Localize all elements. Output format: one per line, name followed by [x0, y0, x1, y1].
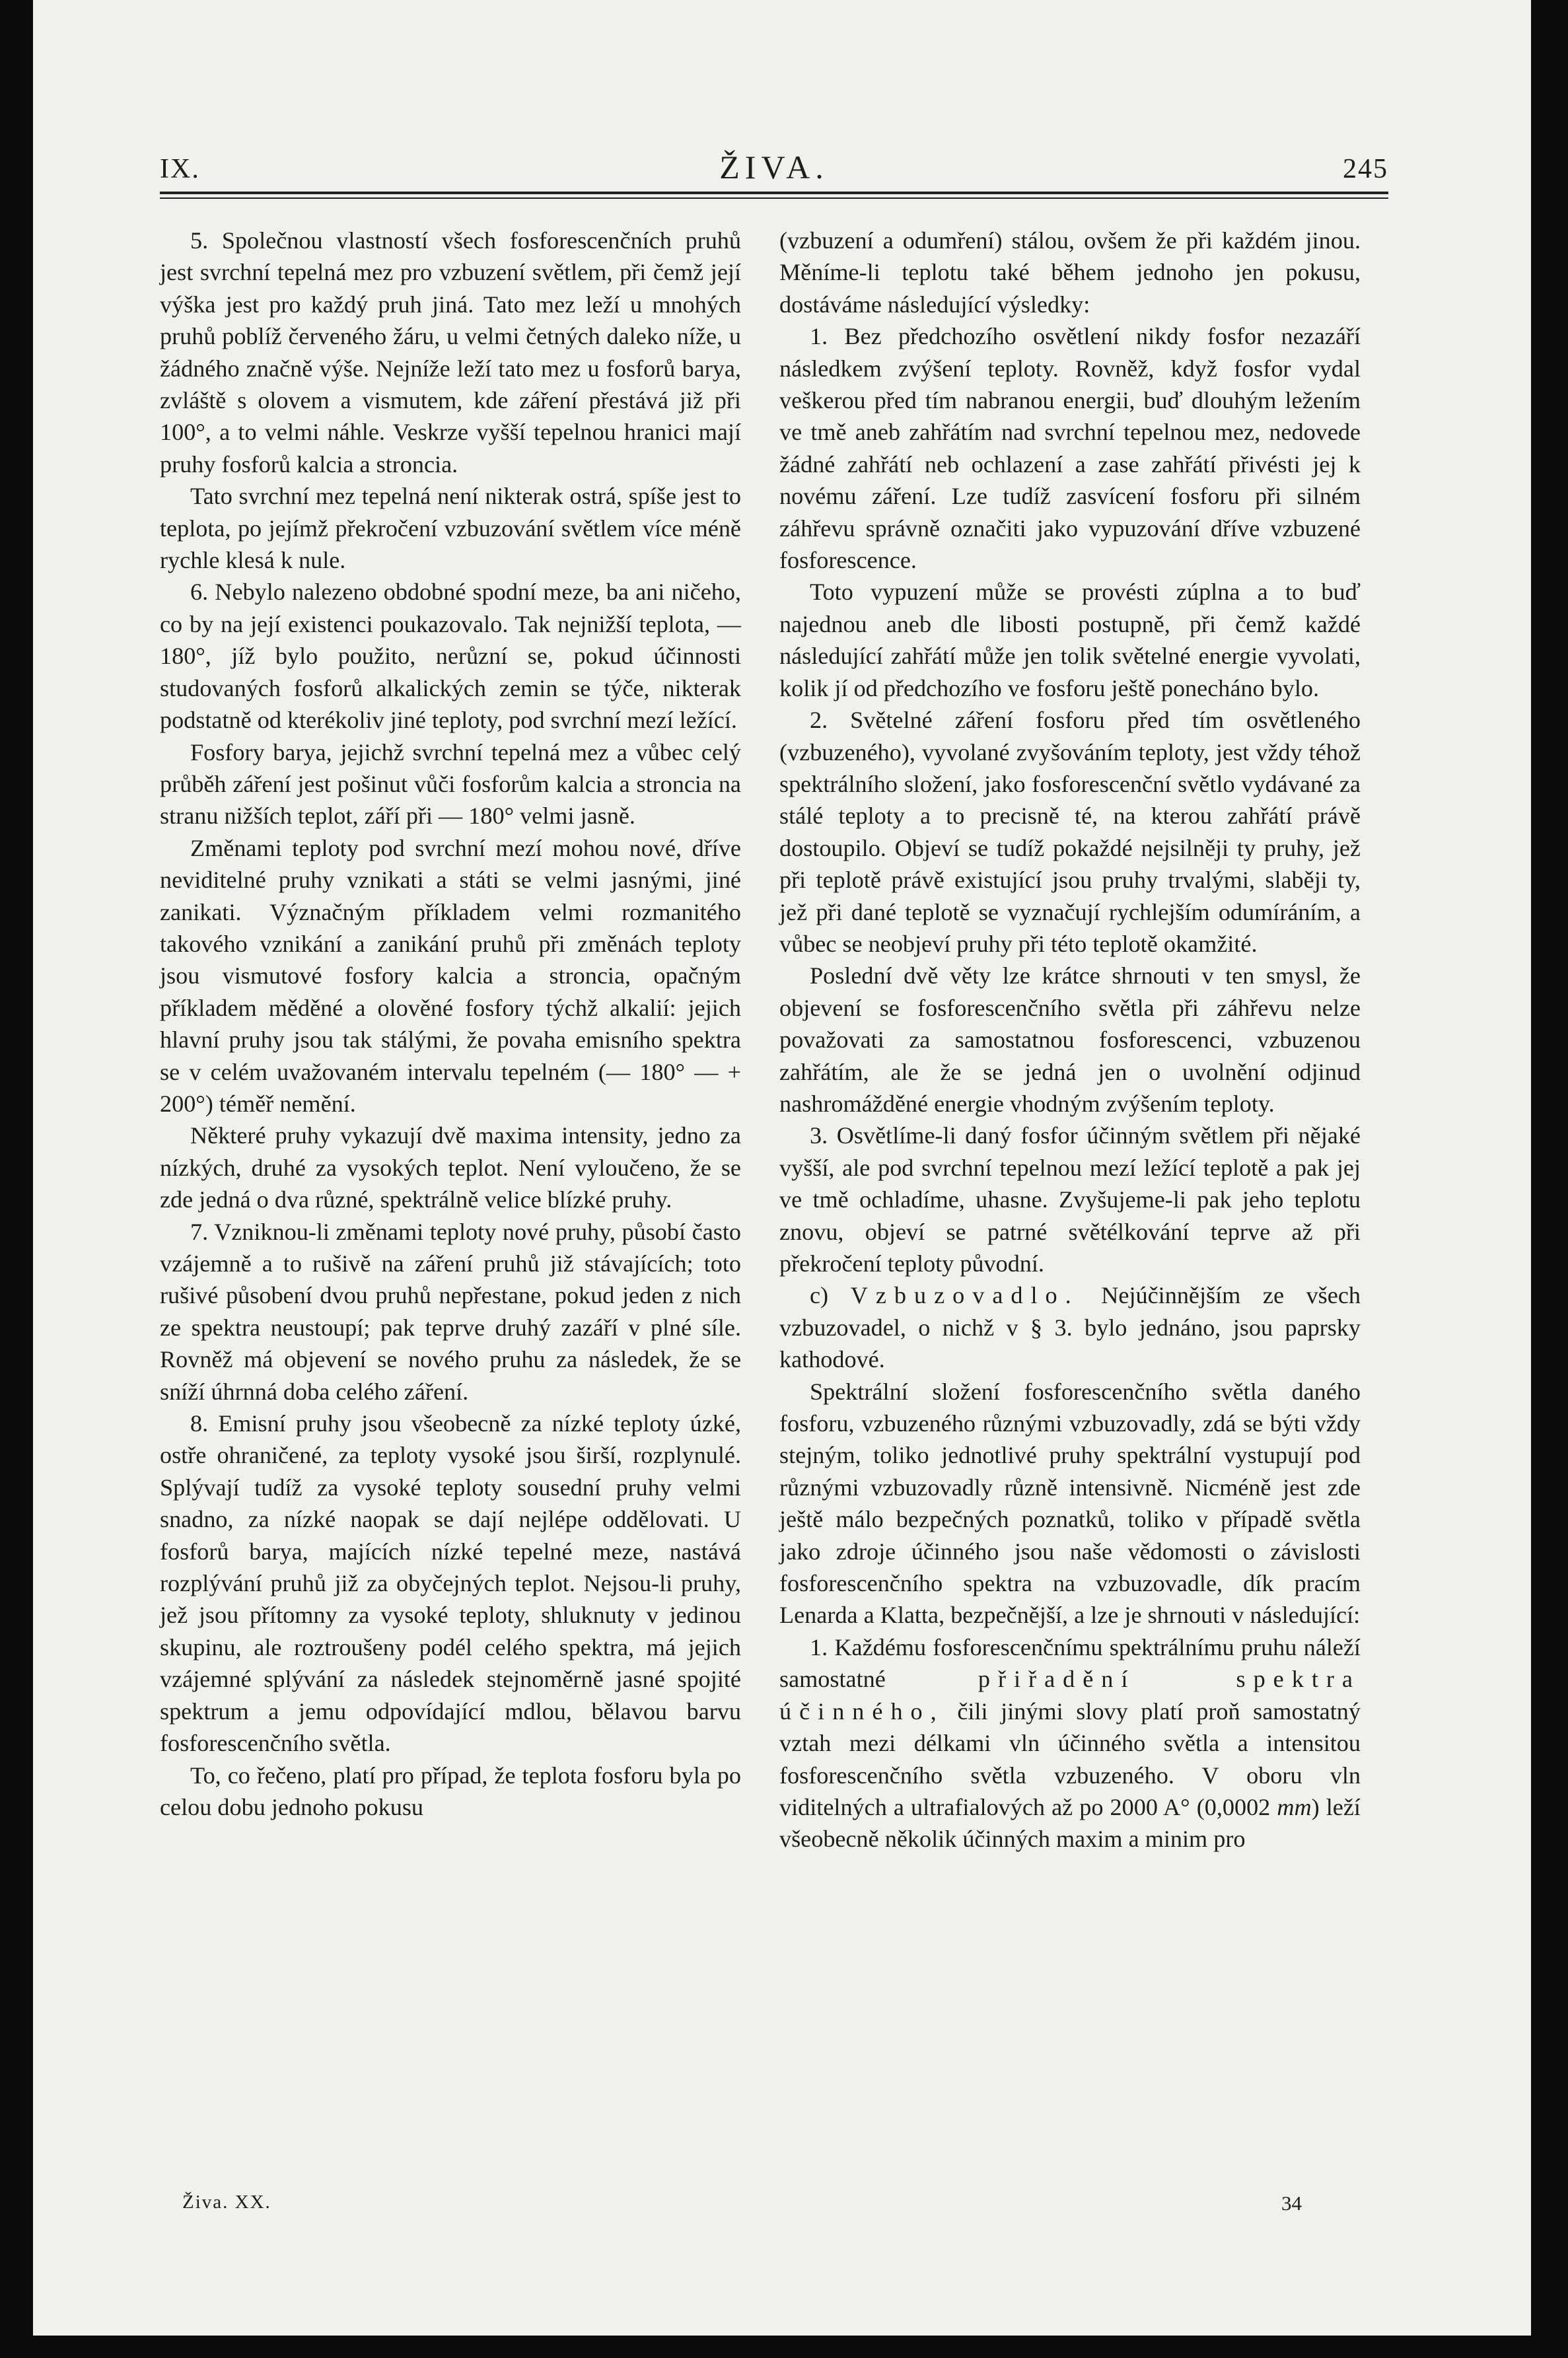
paragraph: 3. Osvětlíme-li daný fosfor účinným světlem při nějaké vyšší, ale pod svrchní tepelnou mezí ležící teplotě a pak jej ve tmě ochladíme, uhasne. Zvyšujeme-li pak jeho teplotu znovu, objeví se patrné světélkování teprve až při překročení teploty původní.	[779, 1122, 1361, 1277]
paragraph: 7. Vzniknou-li změnami teploty nové pruhy, působí často vzájemně a to rušivě na záření pruhů již stávajících; toto rušivé působení dvou pruhů nepřestane, pokud jeden z nich ze spektra neustoupí; pak teprve druhý zazáří v plné síle. Rovněž má objevení se nového pruhu za následek, že se sníží úhrnná doba celého záření.	[160, 1218, 741, 1405]
paragraph-text: čili jinými slovy platí proň samostatný vztah mezi délkami vln účinného světla a intensitou fosforescenčního světla vzbuzeného. V oboru vln viditelných a ultrafialových až po 2000 A° (0,0002	[779, 1697, 1361, 1820]
paragraph	[779, 1631, 1361, 1855]
paragraph-continuation: (vzbuzení a odumření) stálou, ovšem že při každém jinou. Měníme-li teplotu také během jednoho jen pokusu, dostáváme následující výsledky:	[779, 227, 1361, 318]
section-letter: c)	[810, 1282, 851, 1309]
paragraph: Některé pruhy vykazují dvě maxima intensity, jedno za nízkých, druhé za vysokých teplot. Není vyloučeno, že se zde jedná o dva různé, spektrálně velice blízké pruhy.	[160, 1122, 741, 1213]
left-column	[160, 225, 741, 1823]
section-heading-paragraph	[779, 1279, 1361, 1375]
page-number: 245	[1343, 154, 1388, 184]
running-header	[160, 140, 1388, 186]
paragraph-text: ) leží všeobecně několik účinných maxim a minim pro	[779, 1793, 1361, 1853]
footer-sheet-number: 34	[1281, 2192, 1302, 2215]
paragraph: 8. Emisní pruhy jsou všeobecně za nízké teploty úzké, ostře ohraničené, za teploty vysoké jsou širší, rozplynulé. Splývají tudíž za vysoké teploty sousední pruhy velmi snadno, za nízké naopak se dají nejlépe oddělovati. U fosforů barya, majících nízké tepelné meze, nastává rozplývání pruhů již za obyčejných teplot. Nejsou-li pruhy, jež jsou přítomny za vysoké teploty, shluknuty v jedinou skupinu, ale roztroušeny podél celého spektra, má jejich vzájemné splývání za následek stejnoměrně jasné spojité spektrum a jemu odpovídající mdlou, bělavou barvu fosforescenčního světla.	[160, 1410, 741, 1757]
paragraph: Tato svrchní mez tepelná není nikterak ostrá, spíše jest to teplota, po jejímž překročení vzbuzování světlem více méně rychle klesá k nule.	[160, 483, 741, 574]
paragraph: To, co řečeno, platí pro případ, že teplota fosforu byla po celou dobu jednoho pokusu	[160, 1762, 741, 1820]
footer-signature: Živa. XX.	[182, 2192, 271, 2213]
paragraph-text: 1. Každému fosforescenčnímu spektrálnímu pruhu náleží samostatné	[779, 1633, 1361, 1693]
right-column	[779, 225, 1361, 1855]
header-rule-thin	[160, 197, 1388, 199]
paragraph: 2. Světelné záření fosforu před tím osvětleného (vzbuzeného), vyvolané zvyšováním teploty, jest vždy téhož spektrálního složení, jako fosforescenční světlo vydávané za stálé teploty a to precisně té, na kterou zahřátí právě dostoupilo. Objeví se tudíž pokaždé nejsilněji ty pruhy, jež při teplotě právě existující jsou pruhy trvalými, slaběji ty, jež při dané teplotě se vyznačují rychlejším odumíráním, a vůbec se neobjeví pruhy při této teplotě okamžité.	[779, 707, 1361, 957]
paragraph: Spektrální složení fosforescenčního světla daného fosforu, vzbuzeného různými vzbuzovadly, zdá se býti vždy stejným, toliko jednotlivé pruhy spektrální vystupují pod různými vzbuzovadly různě intensivně. Nicméně jest zde ještě málo bezpečných poznatků, toliko v případě světla jako zdroje účinného jsou naše vědomosti o závislosti fosforescenčního spektra na vzbuzovadle, dík pracím Lenarda a Klatta, bezpečnější, a lze je shrnouti v následující:	[779, 1378, 1361, 1629]
header-rule-thick	[160, 192, 1388, 194]
unit: mm	[1277, 1793, 1312, 1820]
paragraph: Poslední dvě věty lze krátce shrnouti v ten smysl, že objevení se fosforescenčního světla při záhřevu nelze považovati za samostatnou fosforescenci, vzbuzenou zahřátím, ale že se jedná jen o uvolnění odjinud nashromážděné energie vhodným zvýšením teploty.	[779, 962, 1361, 1117]
paragraph: 5. Společnou vlastností všech fosforescenčních pruhů jest svrchní tepelná mez pro vzbuzení světlem, při čemž její výška jest pro každý pruh jiná. Tato mez leží u mnohých pruhů poblíž červeného žáru, u velmi četných daleko níže, u žádného značně výše. Nejníže leží tato mez u fosforů barya, zvláště s olovem a vismutem, kde záření přestává již při 100°, a to velmi náhle. Veskrze vyšší tepelnou hranici mají pruhy fosforů kalcia a stroncia.	[160, 227, 741, 478]
section-title: Vzbuzovadlo.	[850, 1282, 1079, 1309]
volume-number: IX.	[160, 154, 200, 184]
emphasized-term: přiřadění spektra účinného,	[779, 1666, 1361, 1725]
page	[33, 0, 1531, 2336]
paragraph: Fosfory barya, jejichž svrchní tepelná mez a vůbec celý průběh záření jest pošinut vůči fosforům kalcia a stroncia na stranu nižších teplot, září při — 180° velmi jasně.	[160, 738, 741, 830]
section-text: Nejúčinnějším ze všech vzbuzovadel, o nichž v § 3. bylo jednáno, jsou paprsky kathodové.	[779, 1282, 1361, 1373]
paragraph: Změnami teploty pod svrchní mezí mohou nové, dříve neviditelné pruhy vznikati a státi se velmi jasnými, jiné zanikati. Význačným příkladem velmi rozmanitého takového vznikání a zanikání pruhů při změnách teploty jsou vismutové fosfory kalcia a stroncia, opačným příkladem měděné a olověné fosfory týchž alkalií: jejich hlavní pruhy jsou tak stálými, že povaha emisního spektra se v celém uvažovaném intervalu tepelném (— 180° — + 200°) téměř nemění.	[160, 834, 741, 1117]
paragraph: 1. Bez předchozího osvětlení nikdy fosfor nezazáří následkem zvýšení teploty. Rovněž, když fosfor vydal veškerou před tím nabranou energii, buď dlouhým ležením ve tmě aneb zahřátím nad svrchní tepelnou mez, nedovede žádné zahřátí neb ochlazení a zase zahřátí přivésti jej k novému záření. Lze tudíž zasvícení fosforu při silném záhřevu správně označiti jako vypuzování dříve vzbuzené fosforescence.	[779, 323, 1361, 574]
journal-title: ŽIVA.	[719, 149, 829, 186]
paragraph: Toto vypuzení může se provésti zúplna a to buď najednou aneb dle libosti postupně, při čemž každé následující zahřátí může jen tolik světelné energie vyvolati, kolik jí od předchozího ve fosforu ještě ponecháno bylo.	[779, 579, 1361, 701]
paragraph: 6. Nebylo nalezeno obdobné spodní meze, ba ani ničeho, co by na její existenci poukazovalo. Tak nejnižší teplota, — 180°, jíž bylo použito, nerůzní se, pokud účinnosti studovaných fosforů alkalických zemin se týče, nikterak podstatně od kterékoliv jiné teploty, pod svrchní mezí ležící.	[160, 579, 741, 734]
